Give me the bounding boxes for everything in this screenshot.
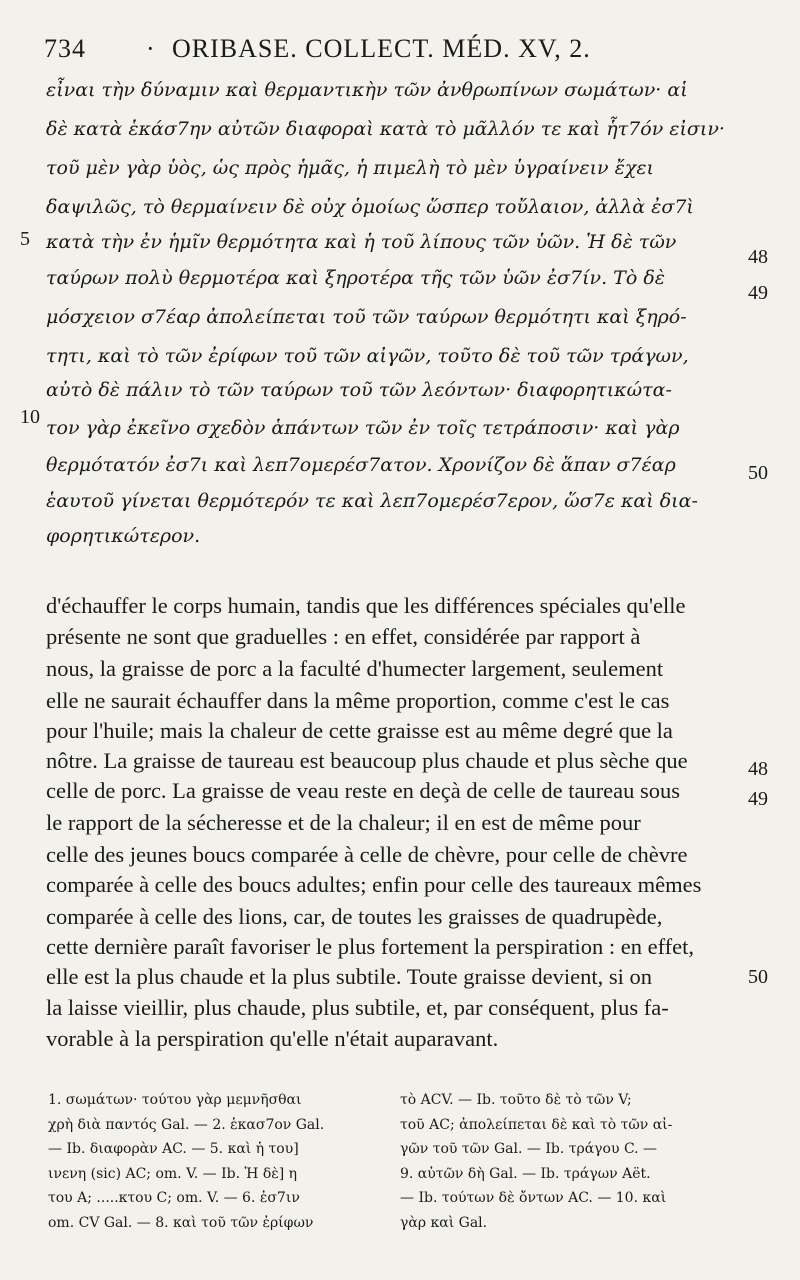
greek-line: ταύρων πολὺ θερμοτέρα καὶ ξηροτέρα τῆς τῶν ὑῶν ἐσ7ίν. Τὸ δὲ [46,267,665,289]
footnote-line: — Ib. διαφορὰν AC. — 5. καὶ ἡ του] [48,1141,299,1157]
running-header [44,34,744,70]
footnote-line: 9. αὐτῶν δὴ Gal. — Ib. τράγων Aët. [400,1165,651,1182]
french-line: la laisse vieillir, plus chaude, plus subtile, et, par conséquent, plus fa- [46,995,669,1020]
greek-line: δὲ κατὰ ἑκάσ7ην αὐτῶν διαφοραὶ κατὰ τὸ μᾶλλόν τε καὶ ἧτ7όν εἰσιν· [46,118,725,140]
line-number: 5 [20,228,30,250]
greek-line: εἶναι τὴν δύναμιν καὶ θερμαντικὴν τῶν ἀνθρωπίνων σωμάτων· αἱ [46,79,688,101]
greek-line: αὐτὸ δὲ πάλιν τὸ τῶν ταύρων τοῦ τῶν λεόντων· διαφορητικώτα- [46,379,672,401]
margin-number: 49 [748,788,768,810]
page-number: 734 [44,34,86,63]
greek-line: κατὰ τὴν ἐν ἡμῖν θερμότητα καὶ ἡ τοῦ λίπους τῶν ὑῶν. Ἡ δὲ τῶν [46,231,677,253]
greek-line: ἑαυτοῦ γίνεται θερμότερόν τε καὶ λεπ7ομερέσ7ερον, ὥσ7ε καὶ δια- [46,490,698,512]
greek-line: τητι, καὶ τὸ τῶν ἐρίφων τοῦ τῶν αἰγῶν, τοῦτο δὲ τοῦ τῶν τράγων, [46,345,689,367]
footnote-line: τοῦ AC; ἀπολείπεται δὲ καὶ τὸ τῶν αἰ- [400,1116,673,1133]
greek-line: μόσχειον σ7έαρ ἀπολείπεται τοῦ τῶν ταύρων θερμότητι καὶ ξηρό- [46,306,687,328]
french-line: elle ne saurait échauffer dans la même proportion, comme c'est le cas [46,688,670,713]
greek-line: φορητικώτερον. [46,525,201,547]
french-line: le rapport de la sécheresse et de la chaleur; il en est de même pour [46,810,641,835]
footnote-line: — Ib. τούτων δὲ ὄντων AC. — 10. καὶ [400,1190,667,1206]
french-line: d'échauffer le corps humain, tandis que les différences spéciales qu'elle [46,593,686,618]
greek-line: θερμότατόν ἐσ7ι καὶ λεπ7ομερέσ7ατον. Χρονίζον δὲ ἅπαν σ7έαρ [46,454,676,476]
footnote-line: om. CV Gal. — 8. καὶ τοῦ τῶν ἐρίφων [48,1214,314,1231]
french-line: nous, la graisse de porc a la faculté d'humecter largement, seulement [46,656,664,681]
footnote-line: 1. σωμάτων· τούτου γὰρ μεμνῆσθαι [48,1092,302,1108]
line-number: 10 [20,406,40,428]
footnote-line: χρὴ διὰ παντός Gal. — 2. ἑκασ7ον Gal. [48,1116,325,1133]
footnote-line: γὰρ καὶ Gal. [400,1214,488,1231]
french-line: vorable à la perspiration qu'elle n'était auparavant. [46,1026,499,1051]
margin-number: 48 [748,246,768,268]
header-separator: · [146,34,156,63]
french-line: présente ne sont que graduelles : en effet, considérée par rapport à [46,624,641,649]
french-line: elle est la plus chaude et la plus subtile. Toute graisse devient, si on [46,964,652,989]
french-line: comparée à celle des boucs adultes; enfin pour celle des taureaux mêmes [46,872,702,897]
footnote-line: γῶν τοῦ τῶν Gal. — Ib. τράγου C. — [400,1141,658,1157]
footnotes-right-column [400,1088,744,1235]
french-line: cette dernière paraît favoriser le plus fortement la perspiration : en effet, [46,934,695,959]
greek-line: τον γὰρ ἐκεῖνο σχεδὸν ἁπάντων τῶν ἐν τοῖς τετράποσιν· καὶ γὰρ [46,417,680,439]
french-line: comparée à celle des lions, car, de toutes les graisses de quadrupède, [46,904,663,929]
footnote-line: ινενη (sic) AC; om. V. — Ib. Ἡ δὲ] η [48,1165,298,1182]
french-line: nôtre. La graisse de taureau est beaucoup plus chaude et plus sèche que [46,748,688,773]
greek-line: τοῦ μὲν γὰρ ὑὸς, ὡς πρὸς ἡμᾶς, ἡ πιμελὴ τὸ μὲν ὑγραίνειν ἔχει [46,157,654,179]
margin-number: 50 [748,462,768,484]
running-title: ORIBASE. COLLECT. MÉD. XV, 2. [172,34,591,63]
greek-line: δαψιλῶς, τὸ θερμαίνειν δὲ οὐχ ὁμοίως ὥσπερ τοὔλαιον, ἀλλὰ ἐσ7ὶ [46,196,694,218]
margin-number: 48 [748,758,768,780]
margin-number: 49 [748,282,768,304]
footnote-line: του A; .....κτου C; om. V. — 6. ἐσ7ιν [48,1190,300,1206]
footnotes-left-column [48,1088,394,1235]
french-line: pour l'huile; mais la chaleur de cette graisse est au même degré que la [46,718,673,743]
footnote-line: τὸ ACV. — Ib. τοῦτο δὲ τὸ τῶν V; [400,1092,632,1108]
margin-number: 50 [748,966,768,988]
french-line: celle des jeunes boucs comparée à celle de chèvre, pour celle de chèvre [46,842,688,867]
french-line: celle de porc. La graisse de veau reste en deçà de celle de taureau sous [46,778,681,803]
